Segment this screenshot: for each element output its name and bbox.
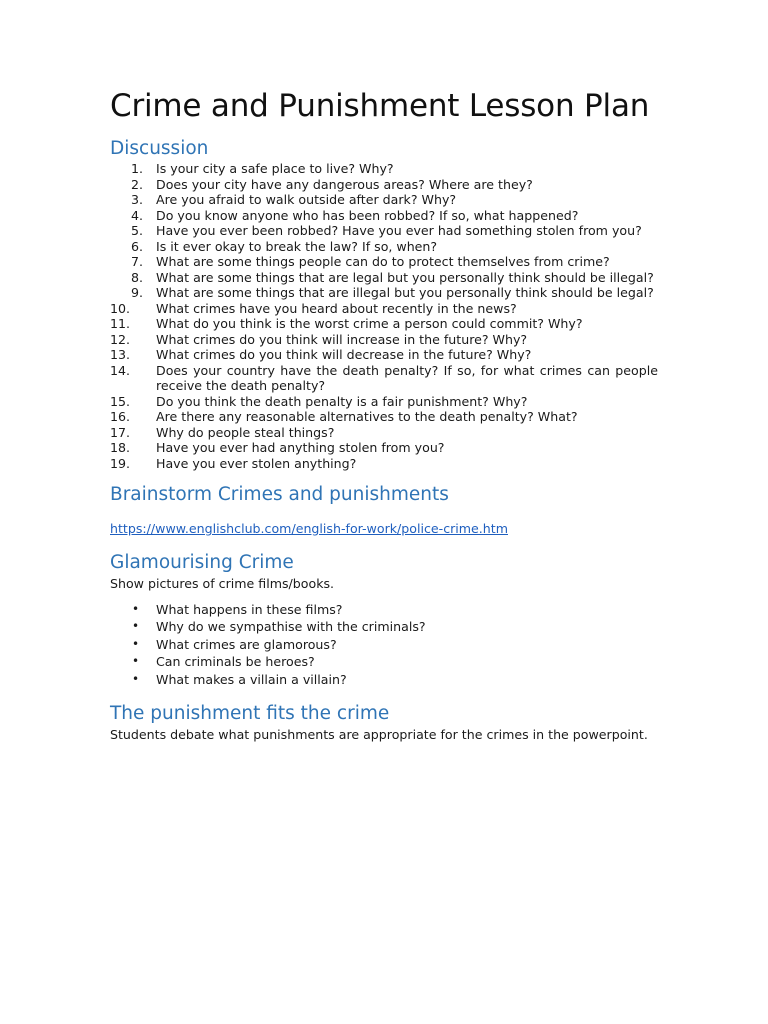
list-number: 1. bbox=[131, 161, 144, 176]
discussion-question-list bbox=[110, 161, 658, 471]
bullet-text: What happens in these films? bbox=[156, 602, 343, 617]
list-number: 6. bbox=[131, 238, 144, 254]
list-number: 15. bbox=[110, 393, 131, 409]
bullet-icon: • bbox=[132, 671, 140, 686]
question-text: What are some things people can do to protect themselves from crime? bbox=[156, 254, 610, 269]
brainstorm-heading: Brainstorm Crimes and punishments bbox=[110, 484, 449, 505]
list-item bbox=[110, 223, 658, 239]
englishclub-link[interactable]: https://www.englishclub.com/english-for-work/police-crime.htm bbox=[110, 521, 508, 536]
bullet-text: What crimes are glamorous? bbox=[156, 636, 337, 652]
question-text: What are some things that are illegal but you personally think should be legal? bbox=[156, 285, 654, 300]
list-item bbox=[110, 316, 658, 332]
list-number: 9. bbox=[131, 285, 144, 300]
list-number: 10. bbox=[110, 300, 131, 316]
question-text: What crimes do you think will decrease in the future? Why? bbox=[156, 347, 532, 362]
list-item bbox=[110, 440, 658, 456]
list-number: 3. bbox=[131, 192, 144, 207]
question-text: Does your country have the death penalty? If so, for what crimes can people receive the death penalty? bbox=[156, 362, 658, 393]
list-number: 4. bbox=[131, 207, 144, 223]
list-item bbox=[110, 425, 658, 441]
list-number: 11. bbox=[110, 316, 131, 331]
list-number: 8. bbox=[131, 269, 144, 285]
list-item bbox=[110, 409, 658, 425]
question-text: What are some things that are legal but you personally think should be illegal? bbox=[156, 269, 654, 285]
punishment-heading: The punishment fits the crime bbox=[110, 703, 390, 725]
list-number: 16. bbox=[110, 409, 131, 424]
list-item bbox=[110, 285, 658, 301]
question-text: Have you ever had anything stolen from you? bbox=[156, 440, 445, 455]
list-item bbox=[110, 394, 658, 410]
list-item bbox=[110, 301, 658, 317]
question-text: What crimes have you heard about recently in the news? bbox=[156, 300, 517, 316]
brainstorm-link-paragraph bbox=[110, 521, 658, 537]
list-number: 7. bbox=[131, 254, 144, 269]
question-text: Have you ever stolen anything? bbox=[156, 455, 357, 471]
bullet-icon: • bbox=[132, 636, 140, 651]
question-text: Do you think the death penalty is a fair punishment? Why? bbox=[156, 393, 528, 409]
list-item bbox=[110, 363, 658, 394]
list-item bbox=[110, 671, 658, 688]
list-item bbox=[110, 177, 658, 193]
list-number: 18. bbox=[110, 440, 131, 455]
list-number: 12. bbox=[110, 331, 131, 347]
list-number: 2. bbox=[131, 176, 144, 192]
question-text: Do you know anyone who has been robbed? If so, what happened? bbox=[156, 207, 579, 223]
list-item bbox=[110, 239, 658, 255]
list-item bbox=[110, 636, 658, 653]
list-item bbox=[110, 618, 658, 635]
question-text: Are there any reasonable alternatives to the death penalty? What? bbox=[156, 409, 578, 424]
bullet-text: Why do we sympathise with the criminals? bbox=[156, 619, 426, 635]
question-text: What crimes do you think will increase in the future? Why? bbox=[156, 331, 528, 347]
list-item bbox=[110, 332, 658, 348]
discussion-heading: Discussion bbox=[110, 138, 209, 159]
list-number: 14. bbox=[110, 362, 131, 378]
list-item bbox=[110, 653, 658, 670]
list-number: 19. bbox=[110, 455, 131, 471]
question-text: Why do people steal things? bbox=[156, 424, 335, 440]
question-text: Have you ever been robbed? Have you ever had something stolen from you? bbox=[156, 223, 642, 238]
bullet-icon: • bbox=[132, 619, 140, 634]
list-number: 5. bbox=[131, 223, 144, 238]
list-item bbox=[110, 254, 658, 270]
list-item bbox=[110, 601, 658, 618]
question-text: Are you afraid to walk outside after dark? Why? bbox=[156, 192, 457, 207]
punishment-text: Students debate what punishments are appropriate for the crimes in the powerpoint. bbox=[110, 727, 648, 743]
bullet-text: Can criminals be heroes? bbox=[156, 654, 315, 670]
list-item bbox=[110, 270, 658, 286]
question-text: Does your city have any dangerous areas? Where are they? bbox=[156, 176, 533, 192]
list-item bbox=[110, 208, 658, 224]
question-text: Is it ever okay to break the law? If so, when? bbox=[156, 238, 438, 254]
list-number: 13. bbox=[110, 347, 131, 362]
question-text: Is your city a safe place to live? Why? bbox=[156, 161, 394, 176]
list-number: 17. bbox=[110, 424, 131, 440]
document-title: Crime and Punishment Lesson Plan bbox=[110, 88, 650, 124]
document-page bbox=[110, 86, 658, 743]
question-text: What do you think is the worst crime a person could commit? Why? bbox=[156, 316, 583, 331]
glamourising-heading: Glamourising Crime bbox=[110, 552, 294, 573]
list-item bbox=[110, 161, 658, 177]
glamourising-bullet-list bbox=[110, 601, 658, 688]
glamourising-intro: Show pictures of crime films/books. bbox=[110, 576, 335, 591]
bullet-icon: • bbox=[132, 602, 140, 616]
list-item bbox=[110, 347, 658, 363]
bullet-icon: • bbox=[132, 654, 140, 669]
list-item bbox=[110, 456, 658, 472]
list-item bbox=[110, 192, 658, 208]
bullet-text: What makes a villain a villain? bbox=[156, 671, 347, 687]
